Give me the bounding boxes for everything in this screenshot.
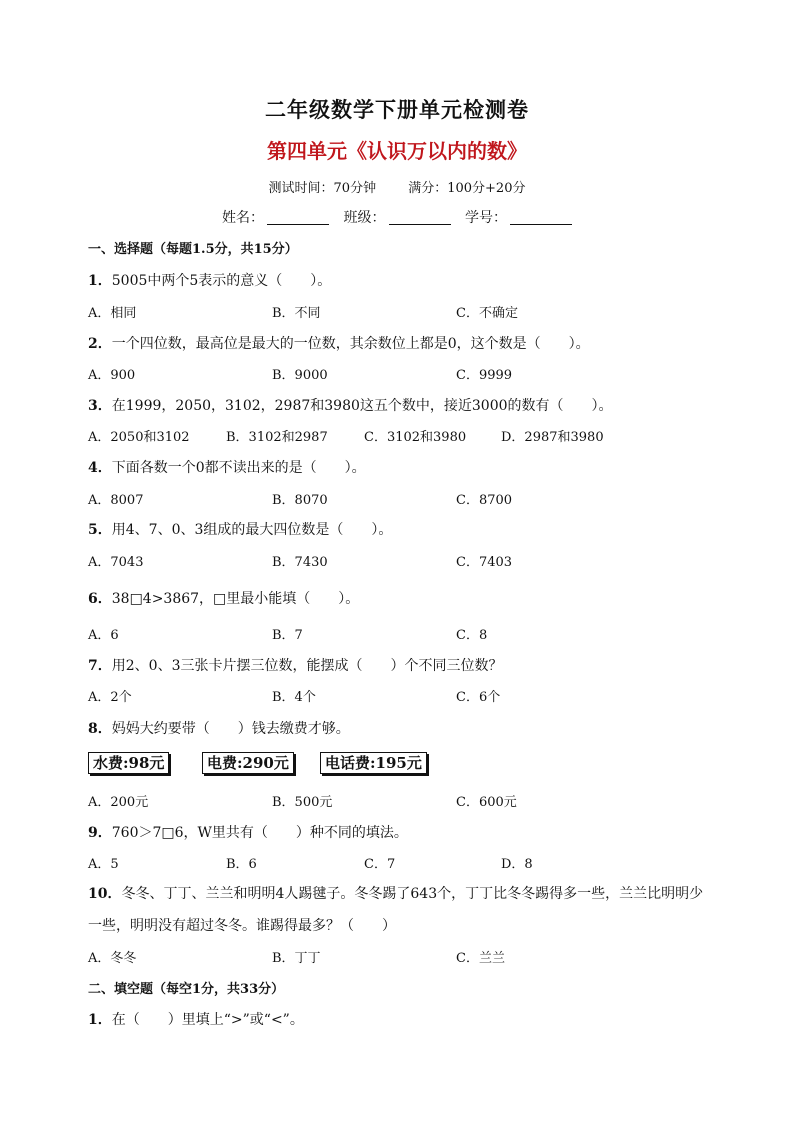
- question-2: 2．一个四位数，最高位是最大的一位数，其余数位上都是0，这个数是（ ）。: [88, 336, 590, 352]
- class-field[interactable]: 班级：: [344, 210, 451, 226]
- test-time: 测试时间：70分钟: [268, 181, 377, 196]
- page-title: 二年级数学下册单元检测卷: [265, 97, 529, 122]
- question-3: 3．在1999，2050，3102，2987和3980这五个数中，接近3000的数有（ ）。: [88, 398, 613, 414]
- water-fee-card: 水费:98元: [88, 752, 169, 774]
- q8-option-a[interactable]: A．200元: [88, 795, 149, 810]
- q7-option-c[interactable]: C．6个: [456, 690, 501, 705]
- q6-option-a[interactable]: A．6: [88, 628, 119, 643]
- q2-option-a[interactable]: A．900: [88, 368, 136, 383]
- q9-option-a[interactable]: A．5: [88, 857, 119, 872]
- section-heading-choice: 一、选择题（每题1.5分，共15分）: [88, 242, 298, 257]
- q2-option-b[interactable]: B．9000: [272, 368, 328, 383]
- id-blank[interactable]: [510, 210, 572, 225]
- q9-option-d[interactable]: D．8: [501, 857, 533, 872]
- q5-option-a[interactable]: A．7043: [88, 555, 144, 570]
- section-heading-fill: 二、填空题（每空1分，共33分）: [88, 982, 285, 997]
- id-field[interactable]: 学号：: [465, 210, 572, 226]
- q7-option-a[interactable]: A．2个: [88, 690, 132, 705]
- q3-option-d[interactable]: D．2987和3980: [501, 430, 604, 445]
- q1-option-c[interactable]: C．不确定: [456, 306, 518, 321]
- q10-option-a[interactable]: A．冬冬: [88, 951, 137, 966]
- q10-option-c[interactable]: C．兰兰: [456, 951, 505, 966]
- exam-meta: [0, 177, 794, 196]
- question-4: 4．下面各数一个0都不读出来的是（ ）。: [88, 460, 366, 476]
- question-8: 8．妈妈大约要带（ ）钱去缴费才够。: [88, 721, 350, 737]
- electricity-fee-card: 电费:290元: [202, 752, 294, 774]
- q1-option-a[interactable]: A．相同: [88, 306, 137, 321]
- student-info: [0, 207, 794, 227]
- q10-option-b[interactable]: B．丁丁: [272, 951, 321, 966]
- question-7: 7．用2、0、3三张卡片摆三位数，能摆成（ ）个不同三位数？: [88, 658, 503, 674]
- question-10: 10．冬冬、丁丁、兰兰和明明4人踢毽子。冬冬踢了643个，丁丁比冬冬踢得多一些，兰兰比明明少: [88, 886, 704, 902]
- question-10-continued: 一些，明明没有超过冬冬。谁踢得最多？（ ）: [88, 918, 396, 934]
- name-field[interactable]: 姓名：: [222, 210, 329, 226]
- q3-option-b[interactable]: B．3102和2987: [226, 430, 328, 445]
- class-blank[interactable]: [389, 210, 451, 225]
- q5-option-b[interactable]: B．7430: [272, 555, 328, 570]
- q9-option-c[interactable]: C．7: [364, 857, 396, 872]
- q3-option-c[interactable]: C．3102和3980: [364, 430, 467, 445]
- q4-option-c[interactable]: C．8700: [456, 493, 513, 508]
- question-6: 6．38□4>3867，□里最小能填（ ）。: [88, 591, 360, 607]
- unit-subtitle: 第四单元《认识万以内的数》: [267, 139, 527, 163]
- q8-option-b[interactable]: B．500元: [272, 795, 333, 810]
- q1-option-b[interactable]: B．不同: [272, 306, 321, 321]
- q6-option-b[interactable]: B．7: [272, 628, 303, 643]
- question-5: 5．用4、7、0、3组成的最大四位数是（ ）。: [88, 522, 393, 538]
- full-score: 满分：100分+20分: [408, 181, 526, 196]
- question-1: 1．5005中两个5表示的意义（ ）。: [88, 273, 332, 289]
- q7-option-b[interactable]: B．4个: [272, 690, 316, 705]
- fill-question-1: 1．在（ ）里填上“>”或“<”。: [88, 1012, 304, 1028]
- q9-option-b[interactable]: B．6: [226, 857, 257, 872]
- q3-option-a[interactable]: A．2050和3102: [88, 430, 190, 445]
- q8-option-c[interactable]: C．600元: [456, 795, 517, 810]
- q4-option-b[interactable]: B．8070: [272, 493, 328, 508]
- q2-option-c[interactable]: C．9999: [456, 368, 513, 383]
- q6-option-c[interactable]: C．8: [456, 628, 488, 643]
- name-blank[interactable]: [267, 210, 329, 225]
- phone-fee-card: 电话费:195元: [320, 752, 427, 774]
- q5-option-c[interactable]: C．7403: [456, 555, 513, 570]
- question-9: 9．760＞7□6，W里共有（ ）种不同的填法。: [88, 825, 408, 841]
- q4-option-a[interactable]: A．8007: [88, 493, 144, 508]
